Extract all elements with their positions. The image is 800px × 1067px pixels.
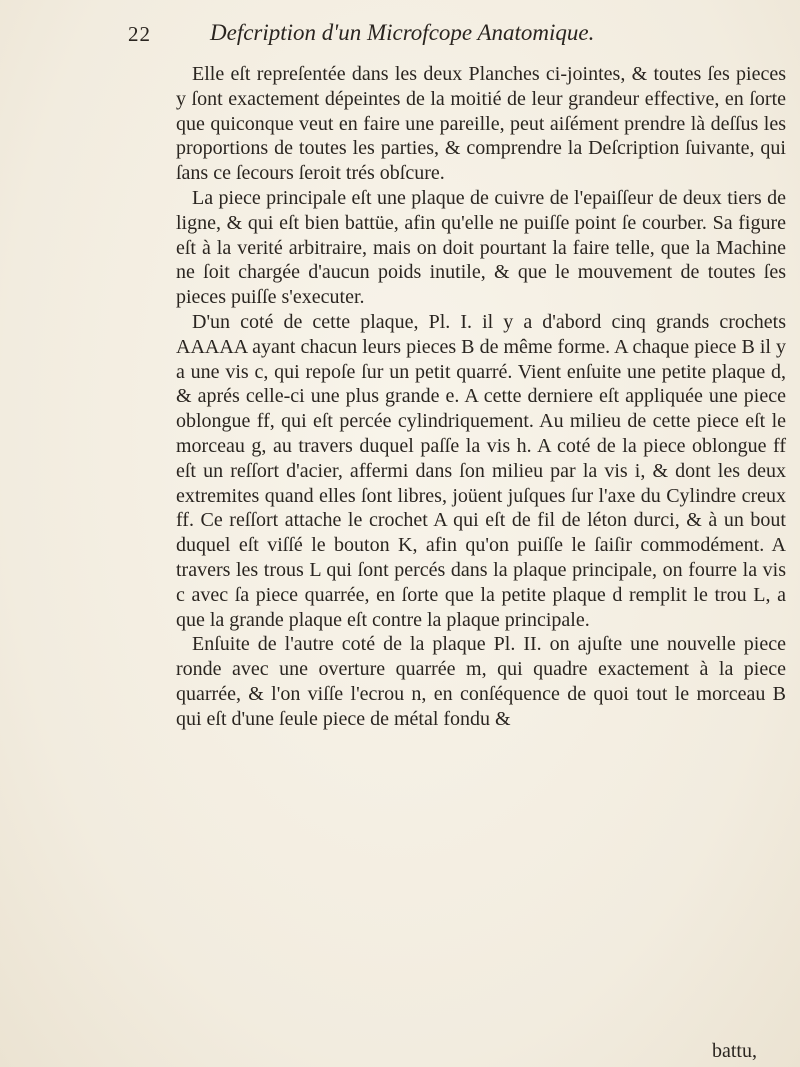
paragraph-2: La piece principale eſt une plaque de cuivre de l'epaiſſeur de deux tiers de ligne, & qui eſt bien battüe, afin qu'elle ne puiſſe point ſe courber. Sa figure eſt à la verité arbitraire, mais on doit pourtant la faire telle, que la Machine ne ſoit chargée d'aucun poids inutile, & que le mouvement de toutes ſes pieces puiſſe s'executer.	[176, 186, 786, 309]
running-title: Defcription d'un Microfcope Anatomique.	[210, 20, 595, 45]
body-text	[176, 62, 786, 732]
catchword: battu,	[712, 1040, 757, 1062]
page-header	[128, 22, 768, 52]
paragraph-4: Enſuite de l'autre coté de la plaque Pl. II. on ajuſte une nouvelle piece ronde avec une overture quarrée m, qui quadre exactement à la piece quarrée, & l'on viſſe l'ecrou n, en conſéquence de quoi tout le morceau B qui eſt d'une ſeule piece de métal fondu &	[176, 633, 786, 730]
paragraph-1: Elle eſt repreſentée dans les deux Planches ci-jointes, & toutes ſes pieces y ſont exactement dépeintes de la moitié de leur grandeur effective, en ſorte que quiconque veut en faire une pareille, peut aiſément prendre là deſſus les proportions de toutes les parties, & comprendre la Deſcription ſuivante, qui ſans ce ſecours ſeroit trés obſcure.	[176, 63, 786, 185]
paragraph-3: D'un coté de cette plaque, Pl. I. il y a d'abord cinq grands crochets AAAAA ayant chacun leurs pieces B de même forme. A chaque piece B il y a une vis c, qui repoſe ſur un petit quarré. Vient enſuite une petite plaque d, & aprés celle-ci une plus grande e. A cette derniere eſt appliquée une piece oblongue ff, qui eſt percée cylindriquement. Au milieu de cette piece eſt le morceau g, au travers duquel paſſe la vis h. A coté de la piece oblongue ff eſt un reſſort d'acier, affermi dans ſon milieu par la vis i, & dont les deux extremites quand elles ſont libres, joüent juſques ſur l'axe du Cylindre creux ff. Ce reſſort attache le crochet A qui eſt de fil de léton durci, & à un bout duquel eſt viſſé le bouton K, afin qu'on puiſſe le ſaiſir commodément. A travers les trous L qui ſont percés dans la plaque principale, on fourre la vis c avec ſa piece quarrée, en ſorte que la petite plaque d remplit le trou L, a que la grande plaque eſt contre la plaque principale.	[176, 310, 786, 631]
page-number: 22	[128, 22, 151, 46]
